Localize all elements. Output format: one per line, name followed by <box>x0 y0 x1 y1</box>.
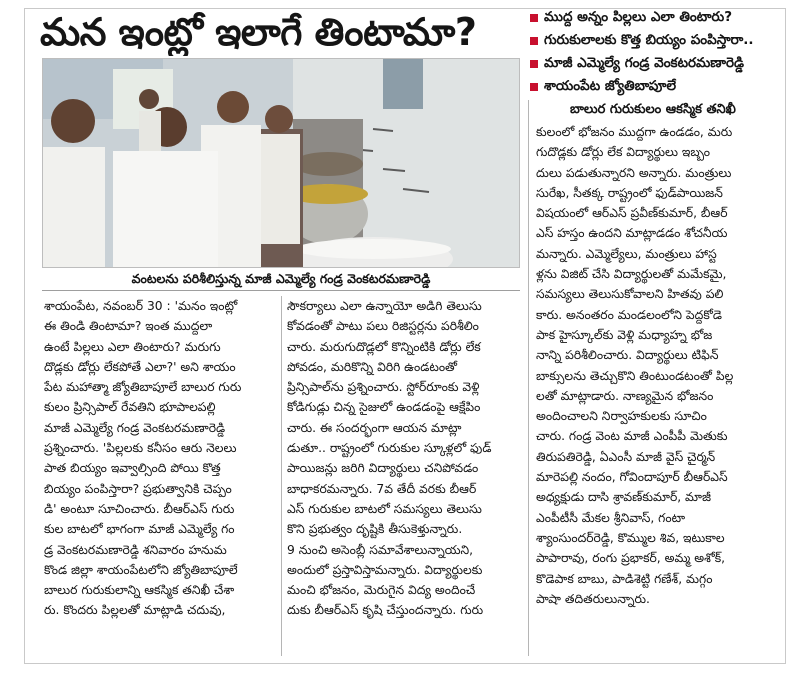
article-line: పాపారావు, రంగు ప్రభాకర్, అమ్మ అశోక్, <box>536 551 726 566</box>
article-line: మన్నారు. ఎమ్మెల్యేలు, మంత్రులు హాస్ట <box>536 246 717 261</box>
article-line: అందులో ప్రస్తావిస్తామన్నారు. విద్యార్థులకు <box>287 562 483 577</box>
article-line: కారు. అనంతరం మండలంలోని పెద్దకోడె <box>536 307 722 322</box>
article-line: 9 నుంచి అసెంబ్లీ సమావేశాలున్నాయని, <box>287 542 474 557</box>
article-line: ప్రిన్సిపాల్‌ను ప్రశ్నించారు. స్టోర్‌రూంకు వెళ్లి <box>287 380 480 395</box>
article-line: బాలుర గురుకులాన్ని ఆకస్మిక తనిఖీ చేశా <box>44 583 235 598</box>
article-column-3 <box>536 122 782 609</box>
article-line: పాత బియ్యం ఇవ్వాల్సింది పోయి కొత్త <box>44 461 221 476</box>
article-line: కుల బాటలో భాగంగా మాజీ ఎమ్మెల్యే గం <box>44 522 235 537</box>
bullet-square-icon <box>530 14 538 22</box>
article-line: బాక్సులను తెచ్చుకొని తింటుండటంతో పిల్ల <box>536 368 734 383</box>
column-divider <box>528 100 529 656</box>
article-line: ఎస్ హస్తం ఉందని మాట్లాడడం శోచనీయ <box>536 226 728 241</box>
article-line: బాధాకరమన్నారు. 7వ తేదీ వరకు బీఆర్ <box>287 481 477 496</box>
article-line: కులంలో భోజనం ముద్దగా ఉండడం, మరు <box>536 125 733 139</box>
article-line: కొడెపాక బాబు, పాడిశెట్టి గణేశ్, మగ్గం <box>536 571 713 586</box>
article-line: రు. కొందరు పిల్లలతో మాట్లాడి చదువు, <box>44 603 226 618</box>
article-line: లతో మాట్లాడారు. నాణ్యమైన భోజనం <box>536 388 714 403</box>
headline: మన ఇంట్లో ఇలాగే తింటామా? <box>40 10 477 54</box>
article-line: ఉంటే పిల్లలు ఎలా తింటారు? మరుగు <box>44 339 221 354</box>
article-line: బియ్యం పంపిస్తారా? ప్రభుత్వానికి చెప్పం <box>44 481 232 496</box>
article-line: దొడ్లకు డోర్లు లేకపోతే ఎలా?' అని శాయం <box>44 359 236 374</box>
article-column-1 <box>44 296 276 621</box>
article-line: విషయంలో ఆర్ఎస్ ప్రవీణ్‌కుమార్, బీఆర్ <box>536 206 728 221</box>
article-line: పోవడం, మరికొన్ని విరిగి ఉండటంతో <box>287 359 458 374</box>
article-line: కోవడంతో పాటు పలు రిజిస్టర్లను పరిశీలిం <box>287 319 479 334</box>
highlights-list <box>530 6 792 121</box>
column-divider <box>281 296 282 656</box>
highlight-item <box>530 75 792 98</box>
kitchen-inspection-image <box>43 59 520 268</box>
article-line: చారు. మరుగుదొడ్లలో కొన్నింటికి డోర్లు లేక <box>287 339 481 354</box>
caption-divider <box>42 290 520 291</box>
article-line: చారు. ఈ సందర్భంగా ఆయన మాట్లా <box>287 420 462 435</box>
article-line: మారెపల్లి నందం, గోవిందాపూర్ బీఆర్ఎస్ <box>536 470 728 485</box>
article-line: పాక హైస్కూల్‌కు వెళ్లి మధ్యాహ్న భోజ <box>536 327 713 342</box>
photo-caption: వంటలను పరిశీలిస్తున్న మాజీ ఎమ్మెల్యే గండ్ర వెంకటరమణారెడ్డి <box>131 271 431 286</box>
article-line: ఈ తిండి తింటామా? ఇంత ముద్దలా <box>44 319 213 334</box>
highlight-text: ముద్ద అన్నం పిల్లలు ఎలా తింటారు? <box>544 9 733 25</box>
article-line: డుతూ.. రాష్ట్రంలో గురుకుల స్కూళ్లలో ఫుడ్ <box>287 441 492 456</box>
bullet-square-icon <box>530 60 538 68</box>
article-line: కులం ప్రిన్సిపాల్ రేవతిని భూపాలపల్లి <box>44 400 216 415</box>
article-line: సమస్యలు తెలుసుకోవాలని హితవు పలి <box>536 287 724 302</box>
kitchen-photo <box>42 58 520 268</box>
article-line: దులు పడుతున్నారని అన్నారు. మంత్రులు <box>536 165 732 180</box>
highlight-text: మాజీ ఎమ్మెల్యే గండ్ర వెంకటరమణారెడ్డి <box>544 55 745 71</box>
highlight-item <box>530 52 792 75</box>
highlight-continuation: బాలుర గురుకులం ఆకస్మిక తనిఖీ <box>570 102 736 117</box>
article-line: కోడిగుడ్లు చిన్న సైజులో ఉండడంపై ఆక్షేపిం <box>287 400 481 415</box>
article-line: మాజీ ఎమ్మెల్యే గండ్ర వెంకటరమణారెడ్డి <box>44 420 226 435</box>
article-line: ప్రశ్నించారు. 'పిల్లలకు కనీసం ఆరు నెలలు <box>44 441 237 456</box>
article-line: గుదొడ్లకు డోర్లు లేక విద్యార్థులు ఇబ్బం <box>536 145 711 160</box>
bullet-square-icon <box>530 83 538 91</box>
article-line: నాన్ని పరిశీలించారు. విద్యార్థులు టిఫిన్ <box>536 348 719 363</box>
article-line: తిరుపతిరెడ్డి, ఏఎంసీ మాజీ వైస్ చైర్మన్ <box>536 449 716 464</box>
article-line: డి' అంటూ సూచించారు. బీఆర్ఎస్ గురు <box>44 501 235 516</box>
article-line: సురేఖ, సీతక్క రాష్ట్రంలో ఫుడ్‌పాయిజన్ <box>536 185 723 200</box>
article-line: పాయిజన్లు జరిగి విద్యార్థులు చనిపోవడం <box>287 461 479 476</box>
highlight-text: గురుకులాలకు కొత్త బియ్యం పంపిస్తారా.. <box>544 32 754 48</box>
article-line: కొండ జిల్లా శాయంపేటలోని జ్యోతిబాపూలే <box>44 562 238 577</box>
bullet-square-icon <box>530 37 538 45</box>
article-line: సౌకర్యాలు ఎలా ఉన్నాయో అడిగి తెలుసు <box>287 299 482 313</box>
article-line: దుకు బీఆర్ఎస్ కృషి చేస్తుందన్నారు. గురు <box>287 603 484 618</box>
article-line: ళ్లను విజిట్ చేసి విద్యార్థులతో మమేకమై, <box>536 267 727 282</box>
article-line: డ్ర వెంకటరమణారెడ్డి శనివారం హనుమ <box>44 542 227 557</box>
highlight-text: శాయంపేట జ్యోతిబాపూలే <box>544 78 677 94</box>
highlight-item <box>530 6 792 29</box>
article-line: అందించాలని నిర్వాహకులకు సూచిం <box>536 409 707 424</box>
highlight-item <box>530 29 792 52</box>
article-line: అధ్యక్షుడు దాసి శ్రావణ్‌కుమార్, మాజీ <box>536 490 712 505</box>
article-line: శ్యాంసుందర్‌రెడ్డి, కొమ్ముల శివ, ఇటుకాల <box>536 530 725 545</box>
article-line: పేట మహాత్మా జ్యోతిబాపూలే బాలుర గురు <box>44 380 242 395</box>
article-line: మంచి భోజనం, మెరుగైన విద్య అందించే <box>287 583 476 598</box>
article-line: శాయంపేట, నవంబర్ 30 : 'మనం ఇంట్లో <box>44 299 238 313</box>
article-column-2 <box>287 296 519 621</box>
article-line: పాషా తదితరులున్నారు. <box>536 591 650 606</box>
article-line: ఎంపీటీసీ మేకల శ్రీనివాస్, గంటా <box>536 510 686 525</box>
article-line: కొని ప్రభుత్వం దృష్టికి తీసుకెళ్తున్నారు. <box>287 522 463 537</box>
article-line: చారు. గండ్ర వెంట మాజీ ఎంపీపీ మెతుకు <box>536 429 728 444</box>
article-line: ఎస్ గురుకుల బాటలో సమస్యలు తెలుసు <box>287 501 482 516</box>
